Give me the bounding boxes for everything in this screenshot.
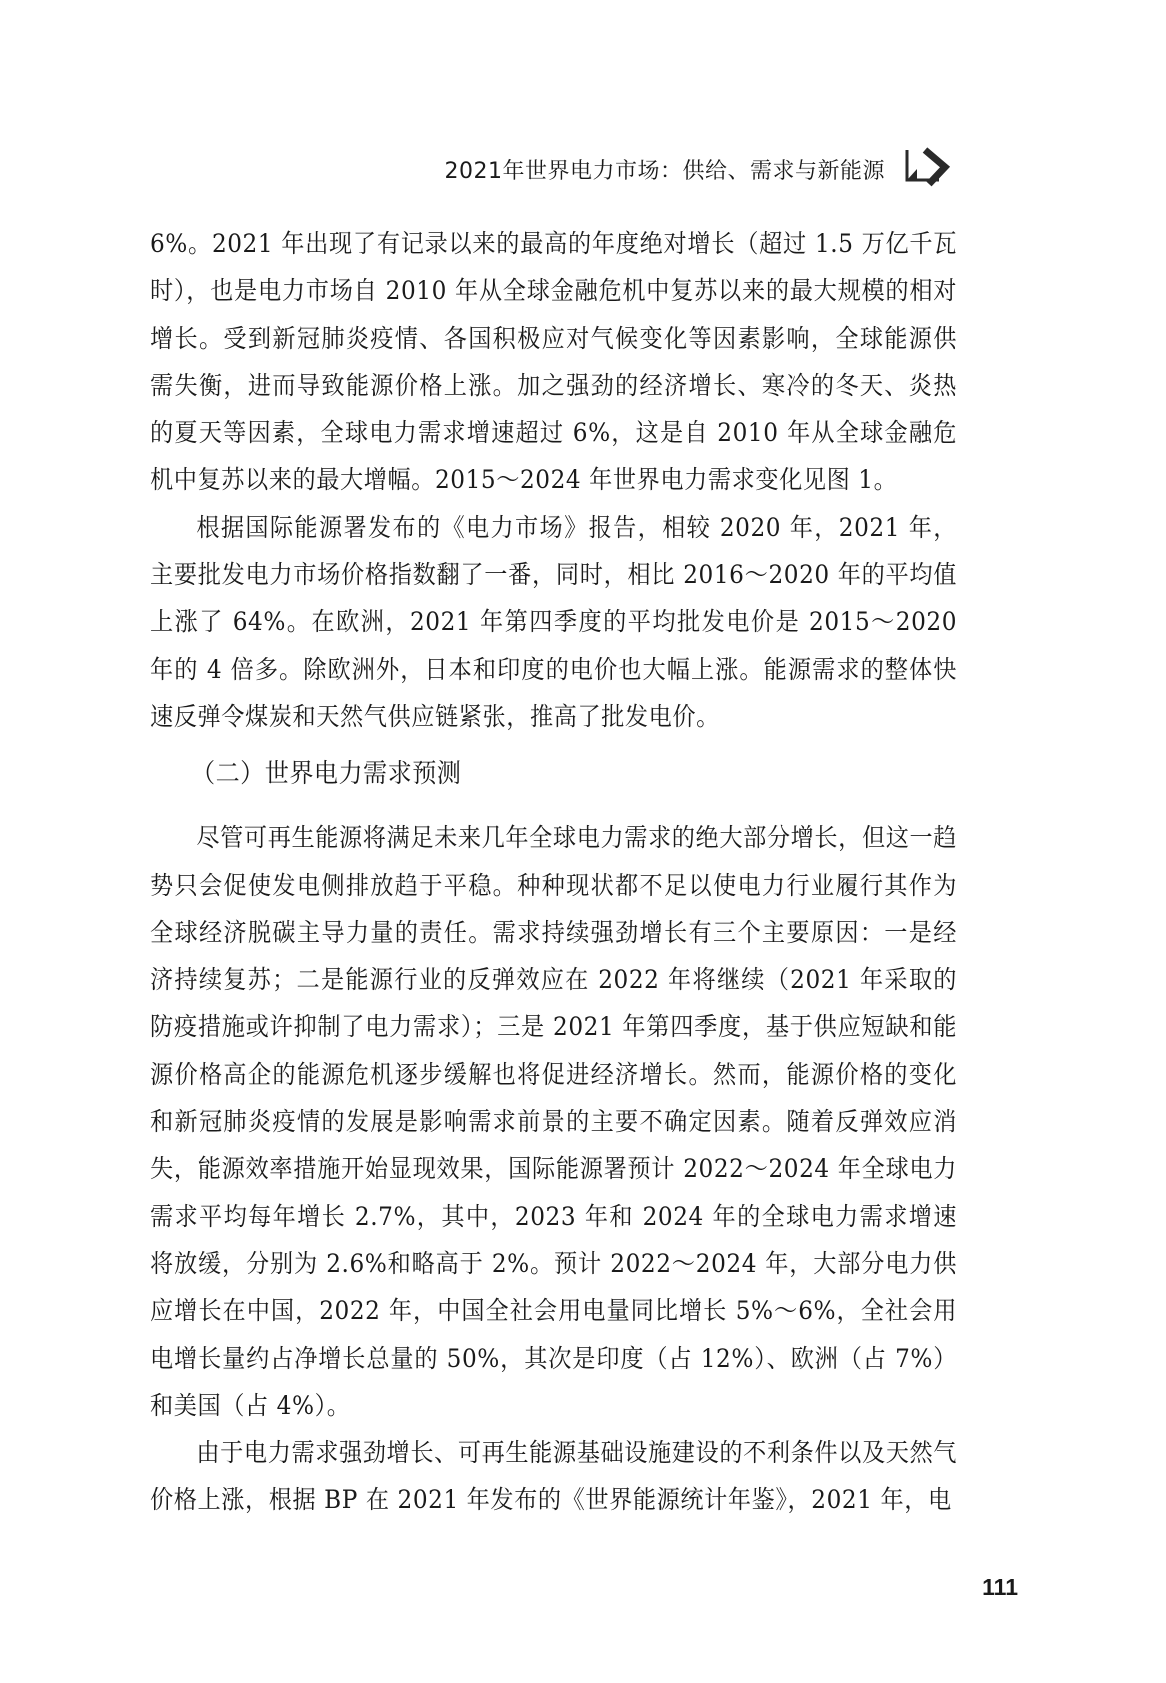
body-text [150, 220, 957, 1524]
page-number: 111 [982, 1574, 1018, 1600]
section-heading: （二）世界电力需求预测 [190, 759, 462, 790]
paragraph-wholesale-prices: 根据国际能源署发布的《电力市场》报告，相较 2020 年，2021 年，主要批发电力市场价格指数翻了一番，同时，相比 2016～2020 年的平均值上涨了 64%。在欧洲，2021 年第四季度的平均批发电价是 2015～2020 年的 4 倍多。除欧洲外，日本和印度的电价也大幅上涨。能源需求的整体快速反弹令煤炭和天然气供应链紧张，推高了批发电价。 [150, 512, 958, 731]
paragraph-continuation: 6%。2021 年出现了有记录以来的最高的年度绝对增长（超过 1.5 万亿千瓦时），也是电力市场自 2010 年从全球金融危机中复苏以来的最大规模的相对增长。受到新冠肺炎疫情、各国积极应对气候变化等因素影响，全球能源供需失衡，进而导致能源价格上涨。加之强劲的经济增长、寒冷的冬天、炎热的夏天等因素，全球电力需求增速超过 6%，这是自 2010 年从全球金融危机中复苏以来的最大增幅。2015～2024 年世界电力需求变化见图 1。 [150, 229, 958, 495]
chevron-corner-icon [899, 146, 957, 188]
paragraph-demand-forecast: 尽管可再生能源将满足未来几年全球电力需求的绝大部分增长，但这一趋势只会促使发电侧排放趋于平稳。种种现状都不足以使电力行业履行其作为全球经济脱碳主导力量的责任。需求持续强劲增长有三个主要原因：一是经济持续复苏；二是能源行业的反弹效应在 2022 年将继续（2021 年采取的防疫措施或许抑制了电力需求）；三是 2021 年第四季度，基于供应短缺和能源价格高企的能源危机逐步缓解也将促进经济增长。然而，能源价格的变化和新冠肺炎疫情的发展是影响需求前景的主要不确定因素。随着反弹效应消失，能源效率措施开始显现效果，国际能源署预计 2022～2024 年全球电力需求平均每年增长 2.7%，其中，2023 年和 2024 年的全球电力需求增速将放缓，分别为 2.6%和略高于 2%。预计 2022～2024 年，大部分电力供应增长在中国，2022 年，中国全社会用电量同比增长 5%～6%，全社会用电增长量约占净增长总量的 50%，其次是印度（占 12%）、欧洲（占 7%）和美国（占 4%）。 [150, 823, 958, 1420]
paragraph-bp-yearbook: 由于电力需求强劲增长、可再生能源基础设施建设的不利条件以及天然气价格上涨，根据 BP 在 2021 年发布的《世界能源统计年鉴》，2021 年，电 [150, 1438, 958, 1515]
running-header [150, 146, 957, 186]
running-header-title: 2021年世界电力市场：供给、需求与新能源 [444, 159, 885, 184]
